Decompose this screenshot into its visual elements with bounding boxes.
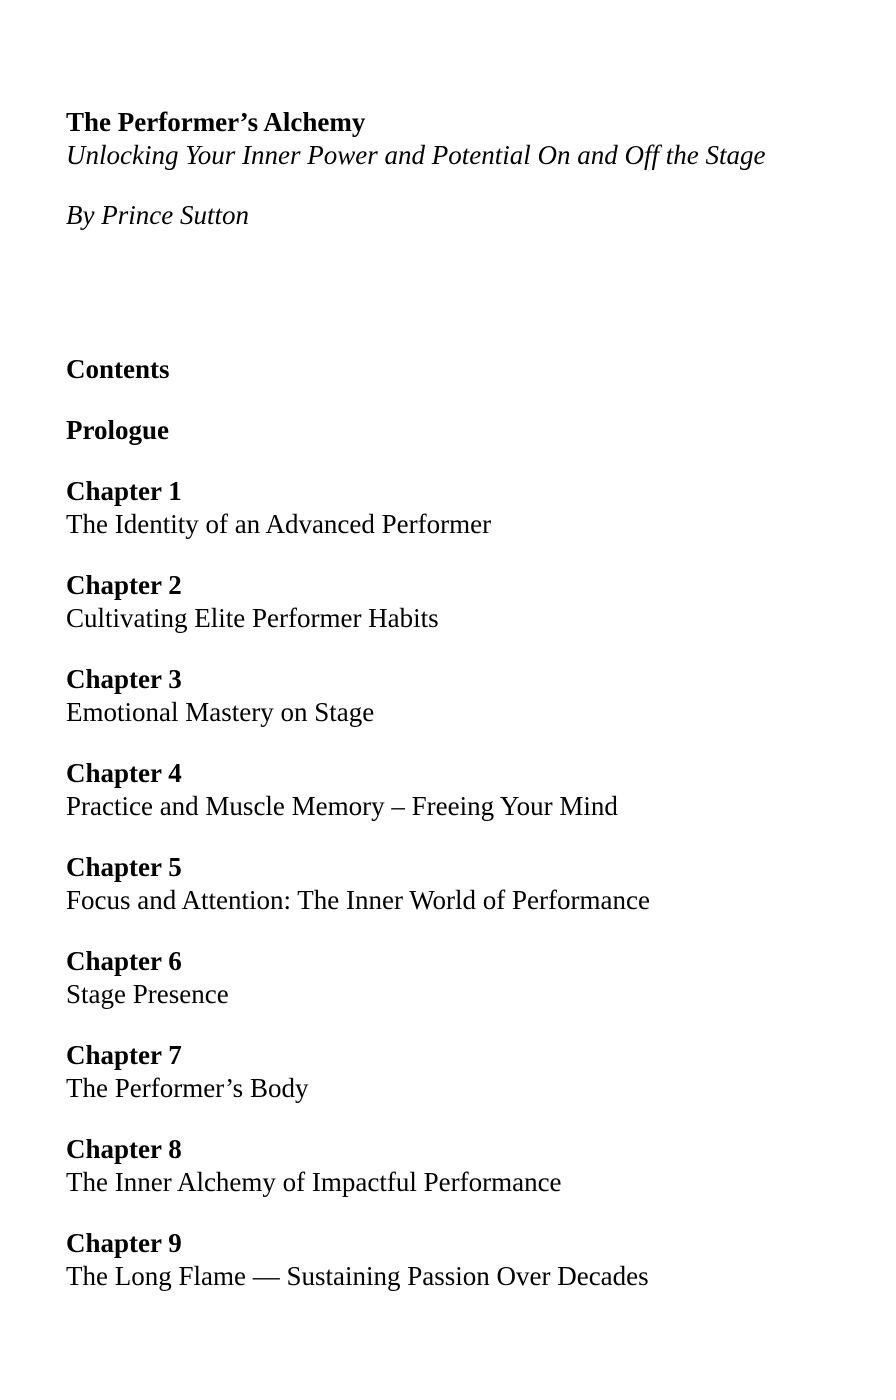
toc-entry-prologue [66, 414, 866, 447]
toc-entry-title: Practice and Muscle Memory – Freeing Your Mind [66, 791, 618, 821]
toc-entry-title: Cultivating Elite Performer Habits [66, 603, 439, 633]
toc-entry-title: The Long Flame — Sustaining Passion Over Decades [66, 1261, 649, 1291]
toc-entry-chapter-7 [66, 1039, 866, 1105]
toc-entry-label: Chapter 4 [66, 758, 182, 788]
toc-entry-label: Chapter 8 [66, 1134, 182, 1164]
toc-entry-title: The Performer’s Body [66, 1073, 309, 1103]
toc-entry-title: Emotional Mastery on Stage [66, 697, 375, 727]
toc-entry-label: Chapter 9 [66, 1228, 182, 1258]
toc-entry-label: Chapter 5 [66, 852, 182, 882]
toc-entry-chapter-9 [66, 1227, 866, 1293]
document-page [66, 106, 866, 1321]
toc-entry-chapter-5 [66, 851, 866, 917]
book-title: The Performer’s Alchemy [66, 107, 366, 137]
toc-entry-chapter-3 [66, 663, 866, 729]
contents-heading: Contents [66, 354, 170, 384]
table-of-contents [66, 414, 866, 1293]
toc-entry-label: Chapter 6 [66, 946, 182, 976]
book-subtitle: Unlocking Your Inner Power and Potential On and Off the Stage [66, 140, 766, 170]
toc-entry-label: Chapter 2 [66, 570, 182, 600]
toc-entry-label: Prologue [66, 415, 169, 445]
toc-entry-chapter-6 [66, 945, 866, 1011]
toc-entry-label: Chapter 7 [66, 1040, 182, 1070]
toc-entry-chapter-8 [66, 1133, 866, 1199]
toc-entry-title: Stage Presence [66, 979, 229, 1009]
toc-entry-title: The Inner Alchemy of Impactful Performance [66, 1167, 562, 1197]
toc-entry-label: Chapter 3 [66, 664, 182, 694]
toc-entry-title: Focus and Attention: The Inner World of Performance [66, 885, 650, 915]
toc-entry-chapter-4 [66, 757, 866, 823]
toc-entry-chapter-2 [66, 569, 866, 635]
toc-entry-label: Chapter 1 [66, 476, 182, 506]
book-author: By Prince Sutton [66, 200, 249, 230]
toc-entry-chapter-1 [66, 475, 866, 541]
toc-entry-title: The Identity of an Advanced Performer [66, 509, 492, 539]
